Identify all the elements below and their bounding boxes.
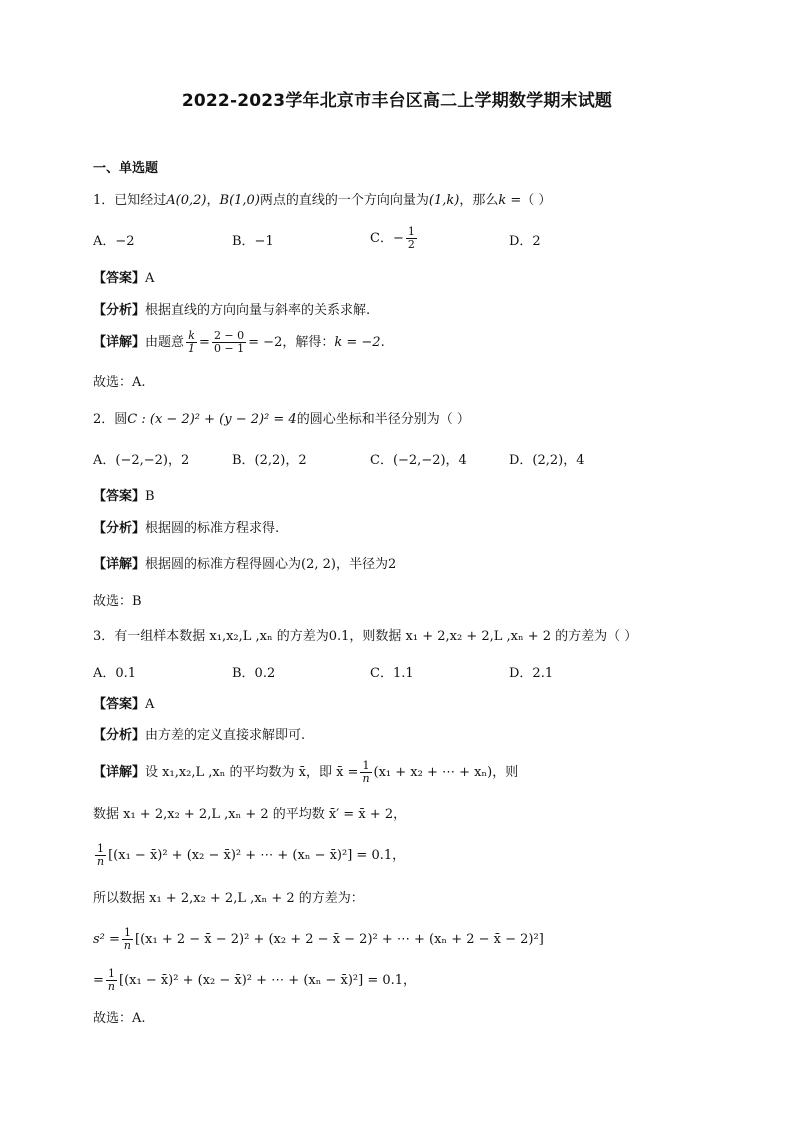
q3-therefore-line: 所以数据 x₁ + 2,x₂ + 2,L ,xₙ + 2 的方差为： [93, 891, 364, 906]
q1-stem: 1．已知经过A(0,2)，B(1,0)两点的直线的一个方向向量为(1,k)，那么k =（ ） [93, 193, 552, 208]
q2-option-b: B．(2,2)，2 [232, 453, 307, 468]
q3-conclusion: 故选：A. [93, 1011, 146, 1026]
q3-option-b: B．0.2 [232, 666, 276, 681]
q3-mean-line: 数据 x₁ + 2,x₂ + 2,L ,xₙ + 2 的平均数 x̄′ = x̄ + 2， [93, 807, 407, 822]
q1-option-c: C．− $\frac{1}{2}$ [370, 225, 415, 251]
q1-option-b: B．−1 [232, 234, 274, 249]
q3-stem: 3．有一组样本数据 x₁,x₂,L ,xₙ 的方差为0.1，则数据 x₁ + 2,x₂ + 2,L ,xₙ + 2 的方差为（ ） [93, 629, 638, 644]
q1-option-a: A．−2 [93, 234, 135, 249]
q2-analysis: 【分析】根据圆的标准方程求得. [93, 521, 280, 536]
q3-answer: 【答案】A [93, 697, 155, 712]
q2-conclusion: 故选：B [93, 594, 142, 609]
q1-option-d: D．2 [509, 234, 541, 249]
q2-option-d: D．(2,2)，4 [509, 453, 585, 468]
q3-detail: 【详解】设 x₁,x₂,L ,xₙ 的平均数为 x̄，即 x̄ = $\frac{1}{n}$ (x₁ + x₂ + ⋯ + xₙ)，则 [93, 759, 519, 785]
q1-analysis: 【分析】根据直线的方向向量与斜率的关系求解. [93, 303, 371, 318]
q3-analysis: 【分析】由方差的定义直接求解即可. [93, 728, 306, 743]
q2-stem: 2．圆C : (x − 2)² + (y − 2)² = 4的圆心坐标和半径分别为（ ） [93, 412, 470, 427]
q3-result-line: = $\frac{1}{n}$ [(x₁ − x̄)² + (x₂ − x̄)² + ⋯ + (xₙ − x̄)²] = 0.1， [93, 967, 417, 993]
q2-detail: 【详解】根据圆的标准方程得圆心为(2, 2)，半径为2 [93, 557, 397, 572]
q3-variance-line: $\frac{1}{n}$ [(x₁ − x̄)² + (x₂ − x̄)² + ⋯ + (xₙ − x̄)²] = 0.1， [97, 842, 406, 868]
q2-answer: 【答案】B [93, 489, 155, 504]
q3-option-c: C．1.1 [370, 666, 414, 681]
section-heading: 一、单选题 [93, 161, 159, 176]
q1-answer: 【答案】A [93, 271, 155, 286]
page-title: 2022-2023学年北京市丰台区高二上学期数学期末试题 [181, 91, 613, 111]
q3-s2-line: s² = $\frac{1}{n}$ [(x₁ + 2 − x̄ − 2)² + (x₂ + 2 − x̄ − 2)² + ⋯ + (xₙ + 2 − x̄ − 2)²] [93, 926, 544, 952]
q3-option-a: A．0.1 [93, 666, 137, 681]
q1-conclusion: 故选：A. [93, 375, 146, 390]
q2-option-a: A．(−2,−2)，2 [93, 453, 190, 468]
q3-option-d: D．2.1 [509, 666, 554, 681]
q1-detail: 【详解】由题意 $\frac{k}{1}$ = $\frac{2 - 0}{0 - 1}$ = −2，解得：k = −2. [93, 329, 385, 355]
q2-option-c: C．(−2,−2)，4 [370, 453, 467, 468]
